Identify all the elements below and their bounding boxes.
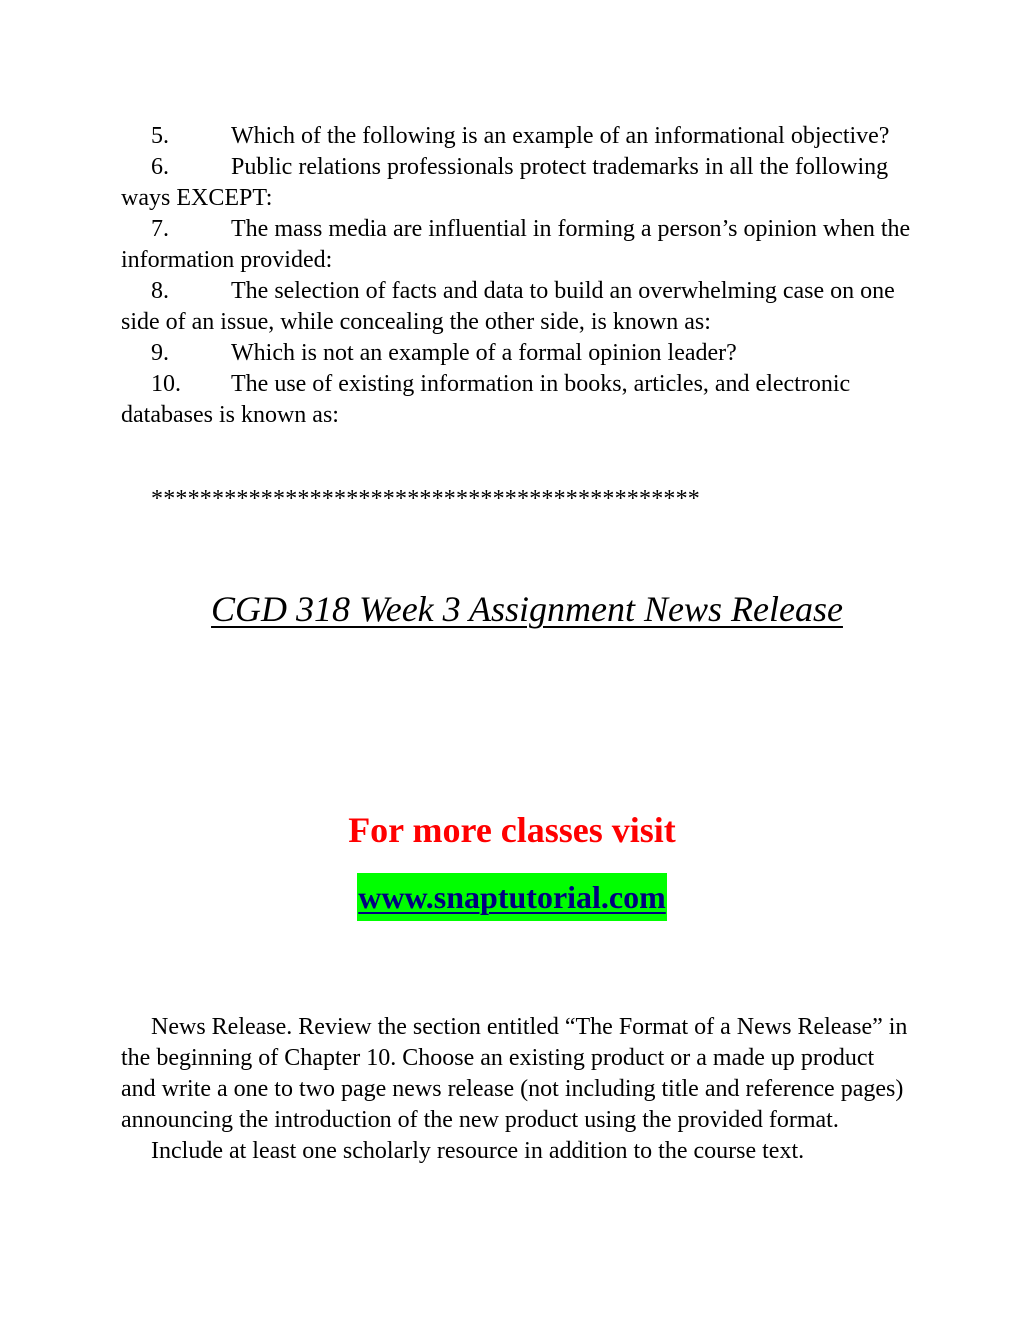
question-text: The mass media are influential in forming a person’s opinion when the information provided:: [121, 216, 911, 273]
question-item: [121, 369, 911, 431]
promo-link-container: [0, 873, 1024, 921]
assignment-title: CGD 318 Week 3 Assignment News Release: [211, 589, 843, 629]
question-item: [121, 121, 911, 152]
question-item: [121, 152, 911, 214]
assignment-description: [121, 1012, 911, 1167]
question-item: [121, 214, 911, 276]
question-text: Which of the following is an example of an informational objective?: [231, 123, 890, 149]
question-item: [121, 338, 911, 369]
question-number: 7.: [151, 216, 169, 242]
description-paragraph: News Release. Review the section entitled “The Format of a News Release” in the beginning of Chapter 10. Choose an existing product or a made up product and write a one to two page news release (not including title and reference pages) announcing the introduction of the new product using the provided format.: [121, 1014, 908, 1133]
question-number: 9.: [151, 340, 169, 366]
promo-heading: For more classes visit: [348, 810, 676, 850]
snaptutorial-link[interactable]: www.snaptutorial.com: [357, 873, 667, 921]
question-number: 8.: [151, 278, 169, 304]
question-text: Which is not an example of a formal opinion leader?: [231, 340, 737, 366]
asterisk-separator: *********************************************: [151, 486, 700, 512]
question-text: The selection of facts and data to build an overwhelming case on one side of an issue, while concealing the other side, is known as:: [121, 278, 895, 335]
question-number: 6.: [151, 154, 169, 180]
question-text: The use of existing information in books, articles, and electronic databases is known as:: [121, 371, 851, 428]
question-list: [121, 121, 911, 431]
question-number: 5.: [151, 123, 169, 149]
question-number: 10.: [151, 371, 181, 397]
question-item: [121, 276, 911, 338]
description-paragraph: Include at least one scholarly resource in addition to the course text.: [151, 1138, 805, 1164]
question-text: Public relations professionals protect trademarks in all the following ways EXCEPT:: [121, 154, 889, 211]
